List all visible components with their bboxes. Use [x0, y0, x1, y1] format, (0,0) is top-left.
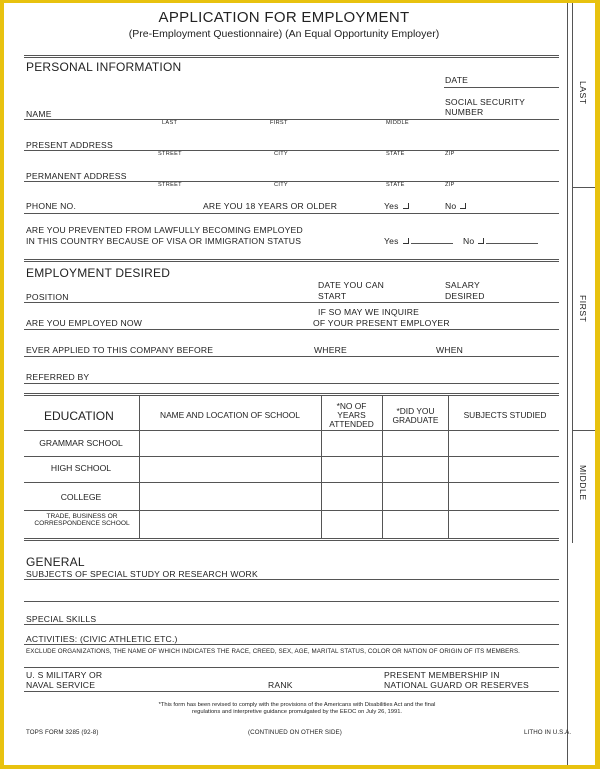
- education-table-top: [24, 393, 559, 396]
- present-address-line: [24, 150, 559, 151]
- education-row-line-3: [24, 510, 559, 511]
- education-col-divider-3: [382, 396, 383, 538]
- form-subtitle: (Pre-Employment Questionnaire) (An Equal Opportunity Employer): [128, 28, 440, 40]
- age-no-label: No: [445, 201, 457, 211]
- present-city-label: CITY: [274, 151, 288, 157]
- special-study-line-1: [24, 579, 559, 580]
- special-skills-line: [24, 624, 559, 625]
- education-header-bottom: [24, 430, 559, 431]
- military-line1: U. S MILITARY OR: [26, 670, 103, 680]
- special-study-line-2: [24, 601, 559, 602]
- permanent-zip-label: ZIP: [445, 182, 455, 188]
- name-first-label: FIRST: [270, 120, 288, 126]
- date-line: [444, 87, 559, 88]
- permanent-city-label: CITY: [274, 182, 288, 188]
- date-start-label: DATE YOU CAN START: [318, 280, 385, 301]
- salary-label: SALARY DESIRED: [445, 280, 485, 301]
- permanent-address-label: PERMANENT ADDRESS: [26, 171, 127, 181]
- age-no-checkbox[interactable]: [460, 203, 466, 209]
- date-label: DATE: [445, 75, 469, 85]
- employed-now-label: ARE YOU EMPLOYED NOW: [26, 318, 143, 328]
- section-divider-personal: [24, 55, 559, 58]
- side-column-border-inner: [572, 3, 573, 543]
- ssn-label: SOCIAL SECURITY NUMBER: [445, 97, 525, 117]
- applied-before-label: EVER APPLIED TO THIS COMPANY BEFORE: [26, 345, 214, 355]
- visa-yes-label: Yes: [384, 236, 399, 246]
- present-state-label: STATE: [386, 151, 405, 157]
- exclude-note: EXCLUDE ORGANIZATIONS, THE NAME OF WHICH INDICATES THE RACE, CREED, SEX, AGE, MARITAL STATUS, COLOR OR NATION OF ORIGIN OF ITS MEMBERS.: [26, 648, 520, 655]
- permanent-address-line: [24, 181, 559, 182]
- employed-now-line: [24, 329, 559, 330]
- side-label-last: LAST: [578, 81, 588, 105]
- age-no-option[interactable]: [445, 201, 466, 211]
- education-col-divider-2: [321, 396, 322, 538]
- phone-line: [24, 213, 559, 214]
- visa-yes-option[interactable]: [384, 236, 453, 246]
- personal-heading: PERSONAL INFORMATION: [26, 60, 182, 74]
- education-col-divider-1: [139, 396, 140, 538]
- name-middle-label: MIDDLE: [386, 120, 409, 126]
- education-row-trade: TRADE, BUSINESS OR CORRESPONDENCE SCHOOL: [34, 513, 130, 528]
- general-heading: GENERAL: [26, 555, 85, 569]
- military-line2: NAVAL SERVICE: [26, 680, 96, 690]
- education-col-subjects: SUBJECTS STUDIED: [463, 410, 547, 420]
- education-row-high-school: HIGH SCHOOL: [50, 463, 112, 473]
- guard-line1: PRESENT MEMBERSHIP IN: [384, 670, 500, 680]
- activities-line: [24, 644, 559, 645]
- name-label: NAME: [26, 109, 52, 119]
- present-zip-label: ZIP: [445, 151, 455, 157]
- special-study-label: SUBJECTS OF SPECIAL STUDY OR RESEARCH WORK: [26, 569, 258, 579]
- visa-yes-checkbox[interactable]: [403, 238, 409, 244]
- education-row-line-1: [24, 456, 559, 457]
- visa-no-option[interactable]: [463, 236, 538, 246]
- visa-question-line2: IN THIS COUNTRY BECAUSE OF VISA OR IMMIGRATION STATUS: [26, 236, 302, 246]
- referred-by-label: REFERRED BY: [26, 372, 90, 382]
- where-label: WHERE: [314, 345, 347, 355]
- education-col-graduate: *DID YOU GRADUATE: [392, 406, 439, 425]
- rank-label: RANK: [268, 680, 293, 690]
- name-last-label: LAST: [162, 120, 178, 126]
- inquire-line1: IF SO MAY WE INQUIRE: [318, 307, 420, 317]
- visa-question-line1: ARE YOU PREVENTED FROM LAWFULLY BECOMING EMPLOYED: [26, 225, 303, 235]
- visa-no-label: No: [463, 236, 475, 246]
- phone-label: PHONE NO.: [26, 201, 77, 211]
- age-question: ARE YOU 18 YEARS OR OLDER: [203, 201, 338, 211]
- education-col-school: NAME AND LOCATION OF SCHOOL: [160, 410, 300, 420]
- education-row-college: COLLEGE: [60, 492, 102, 502]
- litho-note: LITHO IN U.S.A.: [524, 729, 572, 736]
- side-label-first: FIRST: [578, 295, 588, 323]
- special-skills-label: SPECIAL SKILLS: [26, 614, 97, 624]
- side-divider-1: [572, 187, 595, 188]
- permanent-state-label: STATE: [386, 182, 405, 188]
- form-title: APPLICATION FOR EMPLOYMENT: [158, 9, 410, 26]
- side-divider-2: [572, 430, 595, 431]
- side-column-border: [567, 3, 568, 765]
- inquire-line2: OF YOUR PRESENT EMPLOYER: [313, 318, 450, 328]
- education-col-years: *NO OF YEARS ATTENDED: [329, 401, 374, 429]
- position-label: POSITION: [26, 292, 69, 302]
- referred-by-line: [24, 383, 559, 384]
- application-form-page: [4, 3, 595, 765]
- military-line: [24, 691, 559, 692]
- employment-heading: EMPLOYMENT DESIRED: [26, 266, 171, 280]
- education-row-grammar: GRAMMAR SCHOOL: [39, 438, 123, 448]
- exclude-line: [24, 667, 559, 668]
- guard-line2: NATIONAL GUARD OR RESERVES: [384, 680, 529, 690]
- name-line: [24, 119, 559, 120]
- education-table-bottom: [24, 538, 559, 541]
- education-heading: EDUCATION: [44, 409, 114, 423]
- when-label: WHEN: [436, 345, 464, 355]
- visa-yes-blank[interactable]: [411, 236, 453, 244]
- section-divider-employment: [24, 259, 559, 262]
- side-label-middle: MIDDLE: [578, 465, 588, 501]
- activities-label: ACTIVITIES: (CIVIC ATHLETIC ETC.): [26, 634, 178, 644]
- age-yes-option[interactable]: [384, 201, 409, 211]
- continued-note: (CONTINUED ON OTHER SIDE): [248, 729, 342, 736]
- age-yes-label: Yes: [384, 201, 399, 211]
- form-number: TOPS FORM 3285 (92-8): [26, 729, 99, 736]
- applied-before-line: [24, 356, 559, 357]
- present-street-label: STREET: [158, 151, 182, 157]
- revision-note: *This form has been revised to comply with the provisions of the Americans with Disabilities Act and the final regulations and interpretive guidance promulgated by the EEOC on July 26, 1991.: [158, 702, 436, 715]
- education-row-line-2: [24, 482, 559, 483]
- visa-no-checkbox[interactable]: [478, 238, 484, 244]
- education-col-divider-4: [448, 396, 449, 538]
- position-line: [24, 302, 559, 303]
- age-yes-checkbox[interactable]: [403, 203, 409, 209]
- permanent-street-label: STREET: [158, 182, 182, 188]
- visa-no-blank[interactable]: [486, 236, 538, 244]
- present-address-label: PRESENT ADDRESS: [26, 140, 113, 150]
